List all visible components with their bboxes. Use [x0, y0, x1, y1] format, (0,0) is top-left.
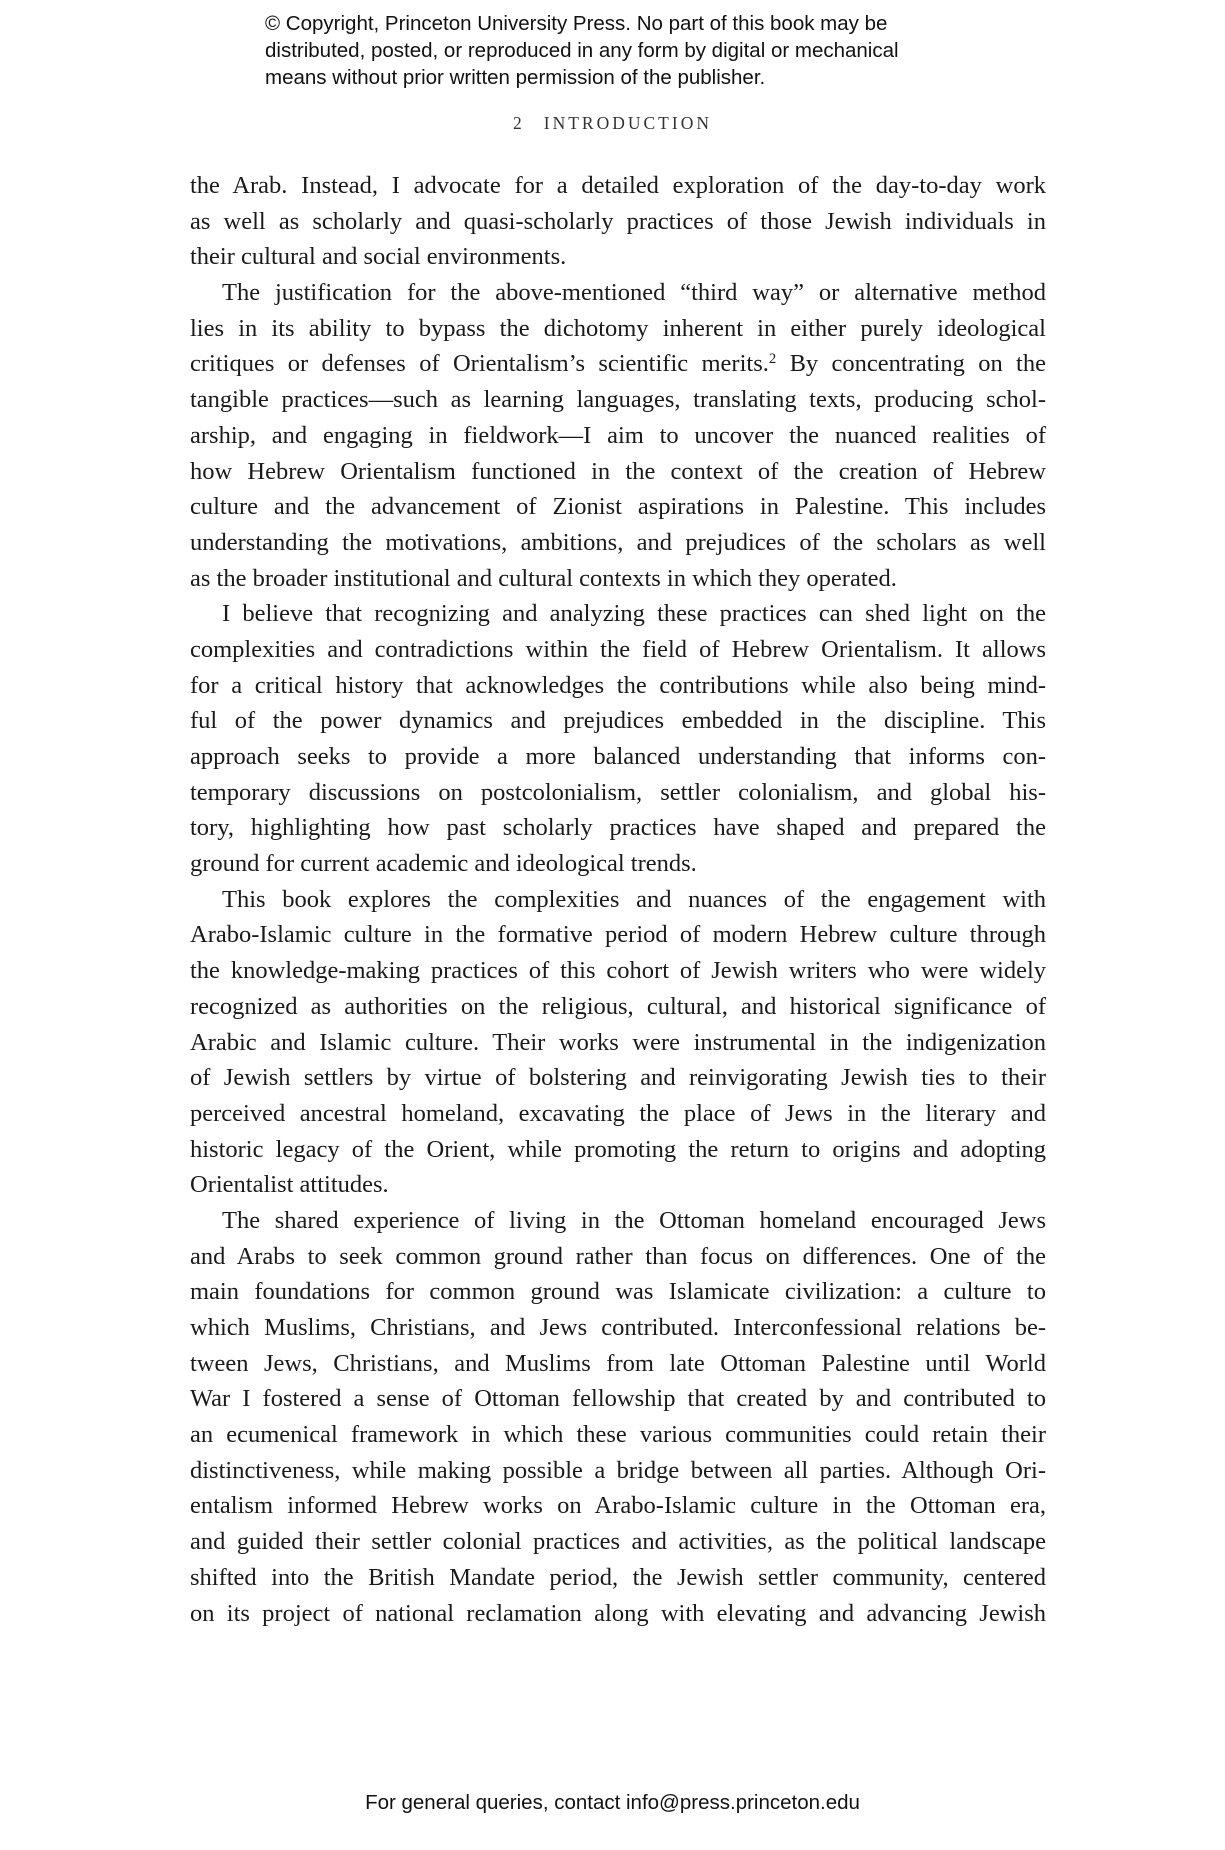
text-line: and guided their settler colonial practices and activities, as the political landscape: [190, 1528, 1046, 1556]
text-line: entalism informed Hebrew works on Arabo-Islamic culture in the Ottoman era,: [190, 1492, 1046, 1520]
text-line: tween Jews, Christians, and Muslims from late Ottoman Palestine until World: [190, 1349, 1046, 1377]
text-line: distinctiveness, while making possible a bridge between all parties. Although Ori-: [190, 1456, 1046, 1484]
text-line: perceived ancestral homeland, excavating the place of Jews in the literary and: [190, 1099, 1046, 1127]
text-line: as the broader institutional and cultural contexts in which they operated.: [190, 564, 897, 592]
text-line: War I fostered a sense of Ottoman fellowship that created by and contributed to: [190, 1385, 1046, 1413]
text-line: an ecumenical framework in which these various communities could retain their: [190, 1421, 1046, 1449]
text-line: the knowledge-making practices of this cohort of Jewish writers who were widely: [190, 957, 1046, 985]
paragraph: [190, 275, 1046, 596]
text-line: culture and the advancement of Zionist aspirations in Palestine. This includes: [190, 493, 1046, 521]
footnote-ref[interactable]: 2: [768, 351, 777, 368]
text-line: approach seeks to provide a more balanced understanding that informs con-: [190, 743, 1046, 770]
text-line: temporary discussions on postcolonialism, settler colonialism, and global his-: [190, 778, 1046, 806]
text-line: The shared experience of living in the Ottoman homeland encouraged Jews: [222, 1206, 1046, 1234]
text-line: historic legacy of the Orient, while promoting the return to origins and adopting: [190, 1135, 1046, 1163]
copyright-line: distributed, posted, or reproduced in any form by digital or mechanical: [265, 39, 899, 62]
text-line: of Jewish settlers by virtue of bolstering and reinvigorating Jewish ties to their: [190, 1064, 1046, 1092]
copyright-notice: [265, 10, 1025, 91]
paragraph: [190, 168, 1046, 275]
text-line: This book explores the complexities and nuances of the engagement with: [222, 885, 1046, 913]
text-line: Arabic and Islamic culture. Their works were instrumental in the indigenization: [190, 1028, 1046, 1056]
text-line: ful of the power dynamics and prejudices embedded in the discipline. This: [190, 707, 1046, 735]
running-head: [0, 113, 1225, 134]
text-line: Orientalist attitudes.: [190, 1171, 389, 1199]
text-line: how Hebrew Orientalism functioned in the context of the creation of Hebrew: [190, 457, 1046, 485]
paragraph: [190, 1203, 1046, 1631]
text-line: critiques or defenses of Orientalism’s scientific merits.$^2$ By concentrating on the: [190, 350, 1046, 378]
text-line: their cultural and social environments.: [190, 243, 567, 271]
section-title: INTRODUCTION: [543, 113, 712, 133]
body-text: [190, 168, 1046, 1631]
text-line: on its project of national reclamation along with elevating and advancing Jewish: [190, 1599, 1046, 1627]
text-line: which Muslims, Christians, and Jews contributed. Interconfessional relations be-: [190, 1314, 1046, 1341]
text-line: complexities and contradictions within the field of Hebrew Orientalism. It allows: [190, 635, 1046, 663]
text-line: lies in its ability to bypass the dichotomy inherent in either purely ideological: [190, 314, 1046, 342]
text-line: The justification for the above-mentioned “third way” or alternative method: [222, 279, 1046, 307]
page-number: 2: [513, 113, 522, 133]
footer-contact: For general queries, contact info@press.princeton.edu: [365, 1791, 860, 1814]
text-line: ground for current academic and ideological trends.: [190, 850, 697, 878]
text-line: tory, highlighting how past scholarly practices have shaped and prepared the: [190, 814, 1046, 842]
text-line: the Arab. Instead, I advocate for a detailed exploration of the day-to-day work: [190, 172, 1046, 199]
paragraph: [190, 596, 1046, 882]
text-line: arship, and engaging in fieldwork—I aim to uncover the nuanced realities of: [190, 421, 1046, 449]
text-line: main foundations for common ground was Islamicate civilization: a culture to: [190, 1278, 1046, 1306]
text-line: shifted into the British Mandate period, the Jewish settler community, centered: [190, 1563, 1046, 1591]
text-line: recognized as authorities on the religious, cultural, and historical significance of: [190, 992, 1046, 1020]
paragraph: [190, 882, 1046, 1203]
copyright-line: means without prior written permission of the publisher.: [265, 66, 766, 89]
text-line: and Arabs to seek common ground rather than focus on differences. One of the: [190, 1242, 1046, 1270]
text-line: tangible practices—such as learning languages, translating texts, producing schol-: [190, 386, 1046, 414]
text-line: for a critical history that acknowledges the contributions while also being mind-: [190, 671, 1046, 699]
text-line: I believe that recognizing and analyzing these practices can shed light on the: [222, 600, 1046, 628]
text-line: as well as scholarly and quasi-scholarly practices of those Jewish individuals in: [190, 207, 1046, 235]
copyright-line: © Copyright, Princeton University Press. No part of this book may be: [265, 12, 888, 35]
text-line: Arabo-Islamic culture in the formative period of modern Hebrew culture through: [190, 921, 1046, 949]
text-line: understanding the motivations, ambitions, and prejudices of the scholars as well: [190, 528, 1046, 556]
